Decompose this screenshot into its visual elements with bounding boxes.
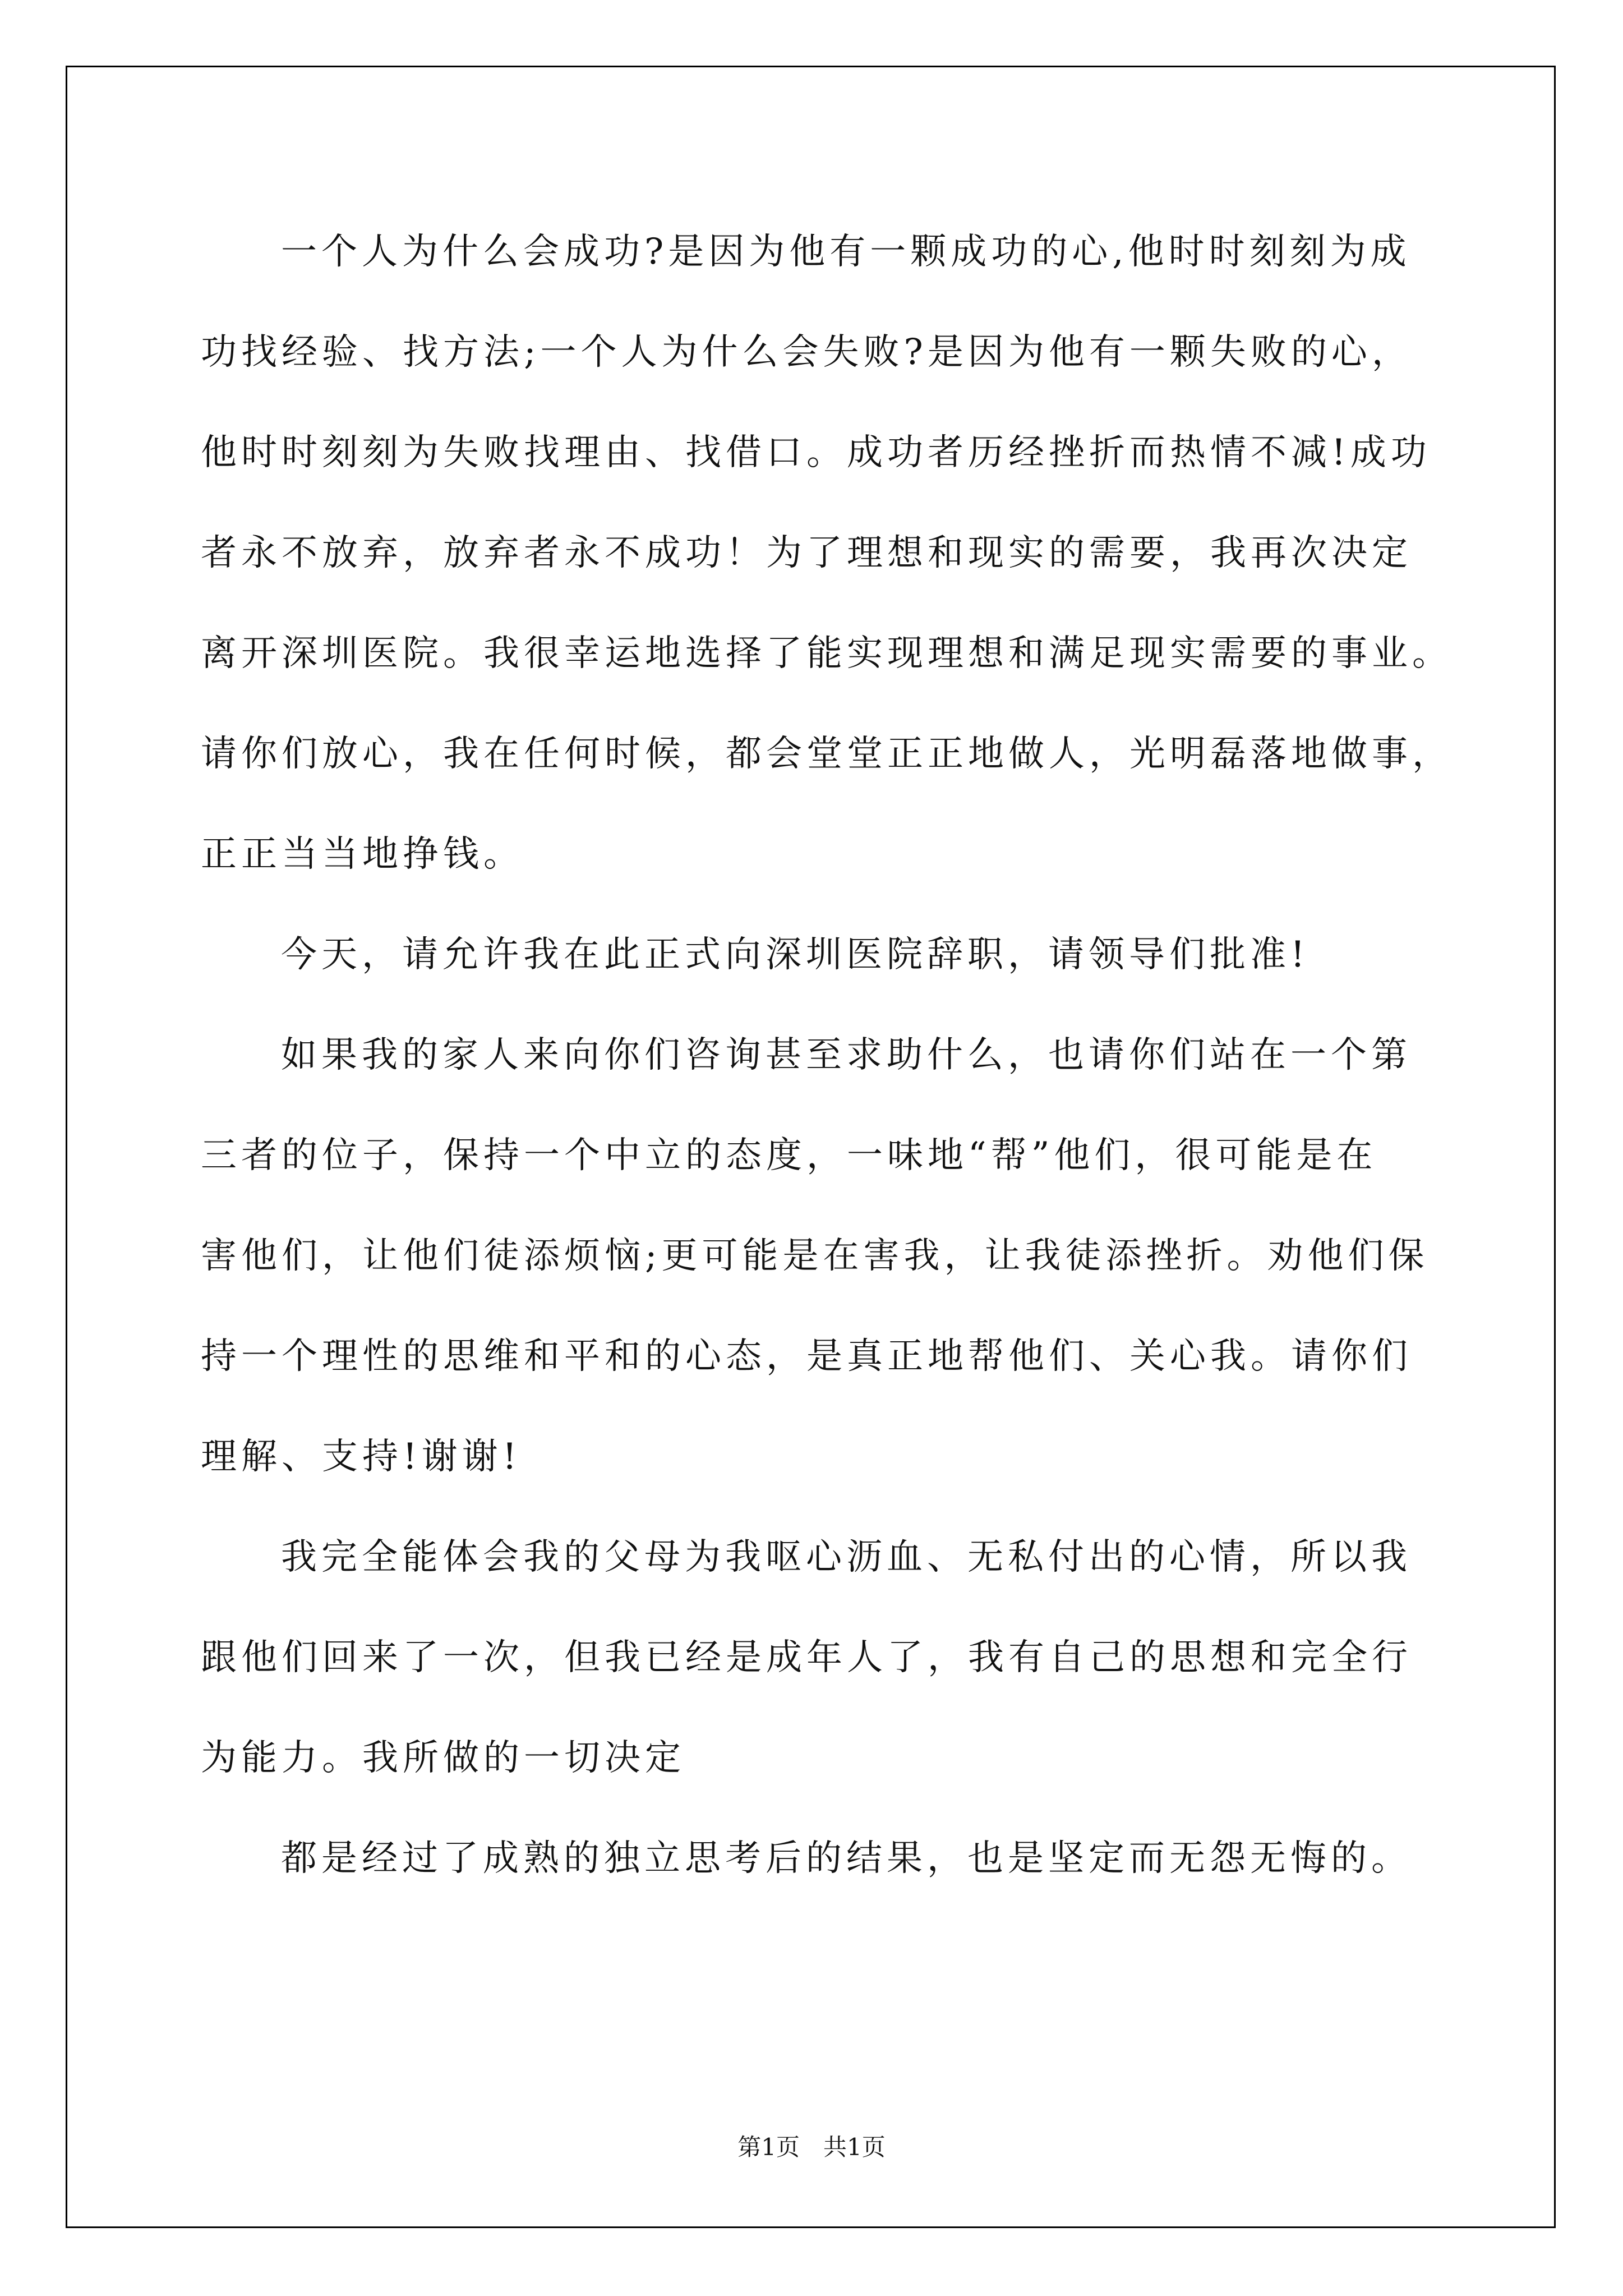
- text-line: 功找经验、找方法;一个人为什么会失败?是因为他有一颗失败的心，: [201, 332, 1412, 373]
- document-body: [201, 202, 1491, 1909]
- text-line: 者永不放弃，放弃者永不成功！为了理想和现实的需要，我再次决定: [201, 532, 1412, 574]
- paragraph-5: [201, 1809, 1491, 1909]
- text-line: 为能力。我所做的一切决定: [201, 1737, 685, 1779]
- page-number-footer: 第1页 共1页: [737, 2133, 886, 2161]
- text-line: 离开深圳医院。我很幸运地选择了能实现理想和满足现实需要的事业。: [201, 633, 1453, 674]
- text-line: 今天，请允许我在此正式向深圳医院辞职，请领导们批准!: [281, 934, 1310, 976]
- text-line: 我完全能体会我的父母为我呕心沥血、无私付出的心情，所以我: [281, 1536, 1412, 1578]
- paragraph-4: [201, 1507, 1491, 1809]
- text-line: 害他们，让他们徒添烦恼;更可能是在害我，让我徒添挫折。劝他们保: [201, 1235, 1429, 1277]
- text-line: 理解、支持!谢谢!: [201, 1436, 522, 1478]
- text-line: 三者的位子，保持一个中立的态度，一味地“帮”他们，很可能是在: [201, 1135, 1377, 1176]
- paragraph-3: [201, 1005, 1491, 1507]
- text-line: 一个人为什么会成功?是因为他有一颗成功的心,他时时刻刻为成: [281, 231, 1411, 273]
- text-line: 跟他们回来了一次，但我已经是成年人了，我有自己的思想和完全行: [201, 1637, 1412, 1678]
- text-line: 都是经过了成熟的独立思考后的结果，也是坚定而无怨无悔的。: [281, 1838, 1412, 1879]
- paragraph-1: [201, 202, 1491, 905]
- paragraph-2: [201, 905, 1491, 1005]
- text-line: 持一个理性的思维和平和的心态，是真正地帮他们、关心我。请你们: [201, 1336, 1412, 1377]
- text-line: 如果我的家人来向你们咨询甚至求助什么，也请你们站在一个第: [281, 1034, 1412, 1076]
- text-line: 正正当当地挣钱。: [201, 834, 524, 875]
- text-line: 请你们放心，我在任何时候，都会堂堂正正地做人，光明磊落地做事，: [201, 733, 1453, 775]
- text-line: 他时时刻刻为失败找理由、找借口。成功者历经挫折而热情不减!成功: [201, 432, 1431, 473]
